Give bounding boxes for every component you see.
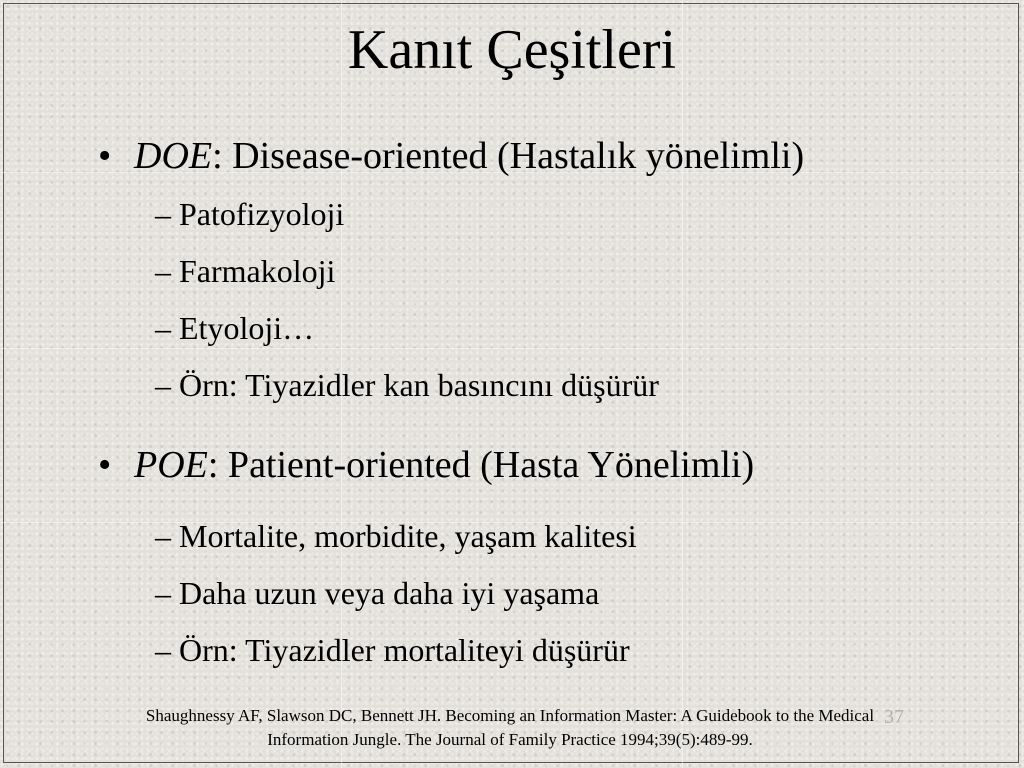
page-number: 37 <box>884 706 904 728</box>
bullet-description: : Disease-oriented (Hastalık yönelimli) <box>212 135 805 177</box>
bullet-dot: • <box>98 135 112 177</box>
sub-item: – Patofizyoloji <box>155 196 345 232</box>
sub-item: – Örn: Tiyazidler mortaliteyi düşürür <box>155 632 630 668</box>
citation-line: Shaughnessy AF, Slawson DC, Bennett JH. Becoming an Information Master: A Guidebook to the Medical <box>145 706 875 725</box>
texture-line <box>0 348 1024 349</box>
sub-item: – Etyoloji… <box>155 310 315 346</box>
sub-item: – Mortalite, morbidite, yaşam kalitesi <box>155 518 637 554</box>
bullet-description: : Patient-oriented (Hasta Yönelimli) <box>207 444 755 486</box>
sub-item: – Daha uzun veya daha iyi yaşama <box>155 575 600 611</box>
citation-line: Information Jungle. The Journal of Family Practice 1994;39(5):489-99. <box>267 730 753 749</box>
texture-line <box>682 0 683 768</box>
slide-title: Kanıt Çeşitleri <box>347 19 677 81</box>
bullet-poe <box>98 443 754 487</box>
bullet-doe <box>98 134 804 178</box>
sub-item: – Örn: Tiyazidler kan basıncını düşürür <box>155 367 659 403</box>
sub-item: – Farmakoloji <box>155 253 336 289</box>
bullet-term: DOE <box>134 135 213 177</box>
citation-footer <box>60 704 960 752</box>
bullet-dot: • <box>98 444 112 486</box>
bullet-term: POE <box>134 444 208 486</box>
